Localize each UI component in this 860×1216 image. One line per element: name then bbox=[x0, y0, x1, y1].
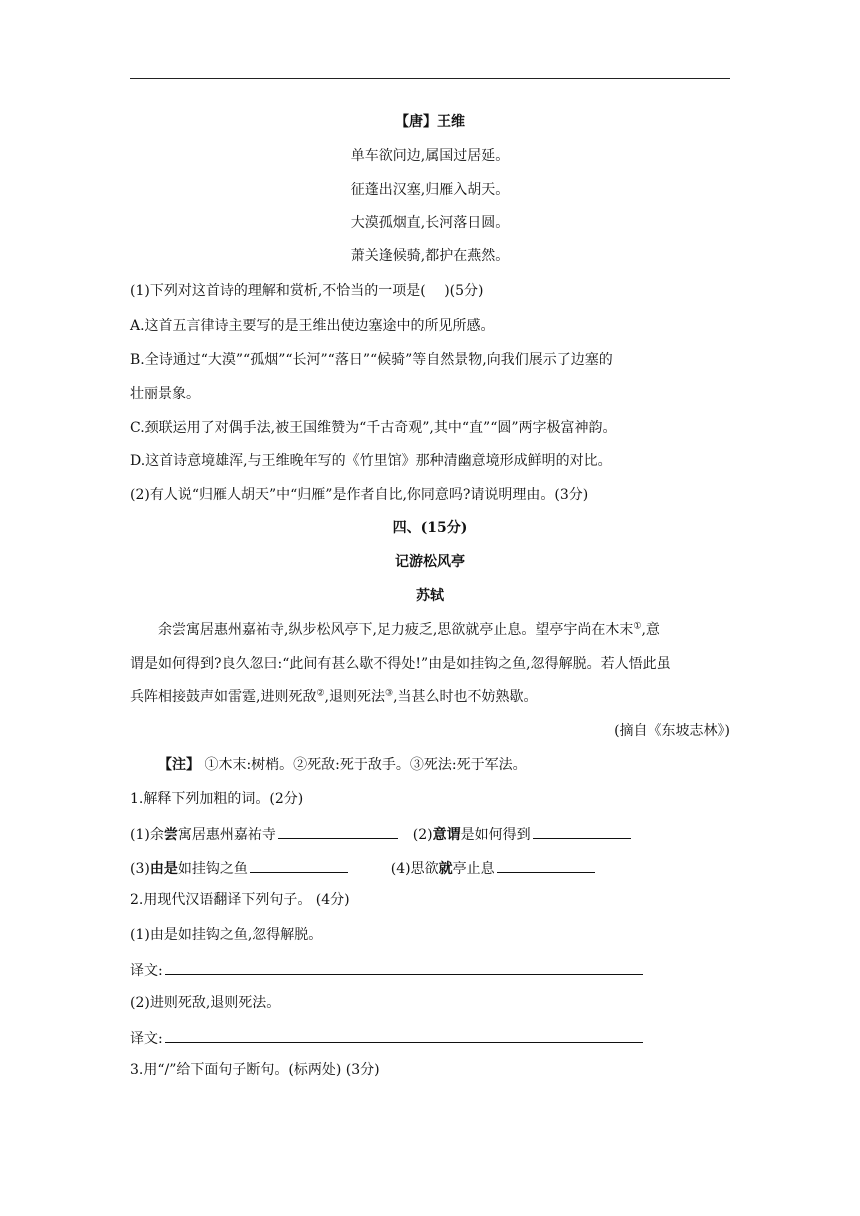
essay-source: (摘自《东坡志林》) bbox=[614, 723, 730, 739]
essay-paragraph-line-2: 谓是如何得到?良久忽曰:“此间有甚么歇不得处!”由是如挂钩之鱼,忽得解脱。若人悟此虽 bbox=[130, 656, 671, 672]
answer-blank-3[interactable] bbox=[250, 858, 348, 873]
exercise-3: 3.用“/”给下面句子断句。(标两处) (3分) bbox=[130, 1062, 380, 1078]
translation-blank-2[interactable] bbox=[165, 1028, 643, 1043]
poem-line-3: 大漠孤烟直,长河落日圆。 bbox=[350, 215, 510, 231]
answer-blank-4[interactable] bbox=[497, 858, 595, 873]
option-a: A.这首五言律诗主要写的是王维出使边塞途中的所见所感。 bbox=[130, 318, 495, 334]
exercise-2: 2.用现代汉语翻译下列句子。 (4分) bbox=[130, 892, 350, 908]
answer-blank-1[interactable] bbox=[278, 824, 398, 839]
footnote-ref-1: ① bbox=[633, 621, 642, 632]
essay-paragraph-line-1: 余尝寓居惠州嘉祐寺,纵步松风亭下,足力疲乏,思欲就亭止息。望亭宇尚在木末①,意 bbox=[158, 621, 660, 638]
poem-line-4: 萧关逢候骑,都护在燕然。 bbox=[350, 248, 510, 264]
section-heading: 四、(15分) bbox=[392, 520, 468, 536]
option-b-cont: 壮丽景象。 bbox=[130, 386, 200, 402]
notes-text: ①木末:树梢。②死敌:死于敌手。③死法:死于军法。 bbox=[204, 757, 527, 773]
poem-line-2: 征蓬出汉塞,归雁入胡天。 bbox=[350, 182, 510, 198]
translation-row-1: 译文: bbox=[130, 960, 730, 980]
footnote-ref-3: ③ bbox=[384, 688, 394, 699]
exercise-1: 1.解释下列加粗的词。(2分) bbox=[130, 791, 304, 807]
poem-line-1: 单车欲问边,属国过居延。 bbox=[350, 148, 510, 164]
question-1-stem: (1)下列对这首诗的理解和赏析,不恰当的一项是( )(5分) bbox=[130, 283, 484, 299]
footnote-ref-2: ② bbox=[316, 688, 325, 699]
option-d: D.这首诗意境雄浑,与王维晚年写的《竹里馆》那种清幽意境形成鲜明的对比。 bbox=[130, 453, 612, 469]
exercise-2-sentence-2: (2)进则死敌,退则死法。 bbox=[130, 995, 281, 1011]
translation-blank-1[interactable] bbox=[165, 960, 643, 975]
header-rule bbox=[130, 78, 730, 79]
essay-paragraph-line-3: 兵阵相接鼓声如雷霆,进则死敌②,退则死法③,当甚么时也不妨熟歇。 bbox=[130, 688, 538, 705]
translation-row-2: 译文: bbox=[130, 1028, 730, 1048]
essay-author: 苏轼 bbox=[416, 588, 444, 604]
essay-title: 记游松风亭 bbox=[395, 554, 465, 570]
question-2: (2)有人说“归雁人胡天”中“归雁”是作者自比,你同意吗?请说明理由。(3分) bbox=[130, 487, 589, 503]
exercise-2-sentence-1: (1)由是如挂钩之鱼,忽得解脱。 bbox=[130, 927, 323, 943]
answer-blank-2[interactable] bbox=[533, 824, 631, 839]
option-c: C.颈联运用了对偶手法,被王国维赞为“千古奇观”,其中“直”“圆”两字极富神韵。 bbox=[130, 420, 617, 436]
notes bbox=[130, 756, 730, 774]
poem-author: 【唐】王维 bbox=[395, 114, 465, 130]
option-b: B.全诗通过“大漠”“孤烟”“长河”“落日”“候骑”等自然景物,向我们展示了边塞的 bbox=[130, 352, 613, 368]
exercise-1-row-2: (3)由是如挂钩之鱼 (4)思欲就亭止息 bbox=[130, 858, 730, 878]
exercise-1-row-1: (1)余尝寓居惠州嘉祐寺 (2)意谓是如何得到 bbox=[130, 824, 730, 844]
notes-label: 【注】 bbox=[158, 757, 200, 773]
